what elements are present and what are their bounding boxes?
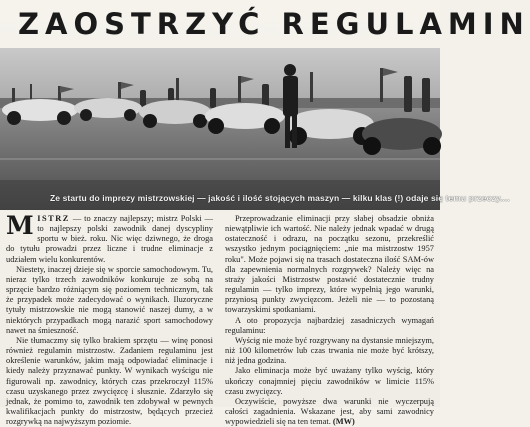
article-body: [6, 211, 436, 427]
race-start-photo: [0, 48, 510, 210]
paragraph: A oto propozycja najbardziej zasadniczych wymagań regulaminu:: [225, 315, 434, 335]
lead-word: ISTRZ: [37, 214, 70, 223]
dropcap: M: [6, 211, 35, 240]
paragraph-text: Oczywiście, powyższe dwa warunki nie wyczerpują całości zagadnienia. Wskazane jest, aby sami zawodnicy wypowiedzieli się na ten temat.: [225, 396, 434, 427]
paragraph: Wyścig nie może być rozgrywany na dystansie mniejszym, niż 100 kilometrów lub czas trwania nie może być krótszy, niż jedna godzina.: [225, 335, 434, 366]
paragraph-text: — to znaczy najlepszy; mistrz Polski — to najlepszy polski zawodnik danej dyscypliny sportu w bież. roku. Nic więc dziwnego, że droga do tytułu prowadzi przez liczne i trudne eliminacje z udziałem wielu konkurentów.: [6, 214, 214, 264]
right-column: [225, 214, 434, 427]
photo-caption: Ze startu do imprezy mistrzowskiej — jakość i ilość stojących maszyn — kilku klas (!) odaje się temu przeczy....: [50, 193, 510, 203]
paragraph: Przeprowadzanie eliminacji przy słabej obsadzie obniża niewątpliwie ich wartość. Nie należy jednak wpadać w drugą ostateczność i odrazu, na początku sezonu, przekreślić wszystko jednym pociągnięciem: „nie ma mistrzostw 1957 roku". Może pojawi się na trasach dostateczna ilość SAM-ów dla zapewnienia normalnych rozgrywek? Należy więc na straży jakości Mistrzostw postawić dostatecznie trudny regulamin — tylko imprezy, które wypełnią jego warunki, przyniosą punkty zwycięzcom. Jeżeli nie — to pozostaną towarzyskimi spotkaniami.: [225, 214, 434, 315]
paragraph: Nie tłumaczmy się tylko brakiem sprzętu — winę ponosi również regulamin mistrzostw. Zadaniem regulaminu jest określenie warunków, jakim mają odpowiadać eliminacje i kiedy należy przyznawać punkty. W wynikach wyścigu nie figurowali np. zawodnicy, których czas przekroczył 115% czasu uzyskanego przez zwycięzcę i słusznie. Zdarzyło się jednak, że pomimo to, zawodnik ten zdobywał w pewnych kwalifikacjach punkty do mistrzostw, będących przecież rozgrywką na najwyższym poziomie.: [6, 335, 213, 427]
author-signature: (MW): [332, 417, 355, 427]
paragraph-lead: [6, 211, 214, 265]
left-column: [6, 211, 214, 427]
article-headline: ZAOSTRZYĆ REGULAMIN: [18, 7, 530, 41]
paragraph: Niestety, inaczej dzieje się w sporcie samochodowym. Tu, nieraz tylko trzech zawodników konkuruje ze sobą na sprzęcie bardzo różniącym się poziomem technicznym, tak że przypadek może zadecydować o wynikach. Iluzoryczne tytuły mistrzowskie nie mogą stanowić naszej dumy, a w niektórych przypadkach mogą narazić sport samochodowy nawet na śmieszność.: [6, 264, 213, 335]
paragraph: Jako eliminacja może być uważany tylko wyścig, który ukończy conajmniej pięciu zawodników w limicie 115% czasu zwycięzcy.: [225, 366, 434, 396]
paragraph-closing: [225, 397, 434, 427]
